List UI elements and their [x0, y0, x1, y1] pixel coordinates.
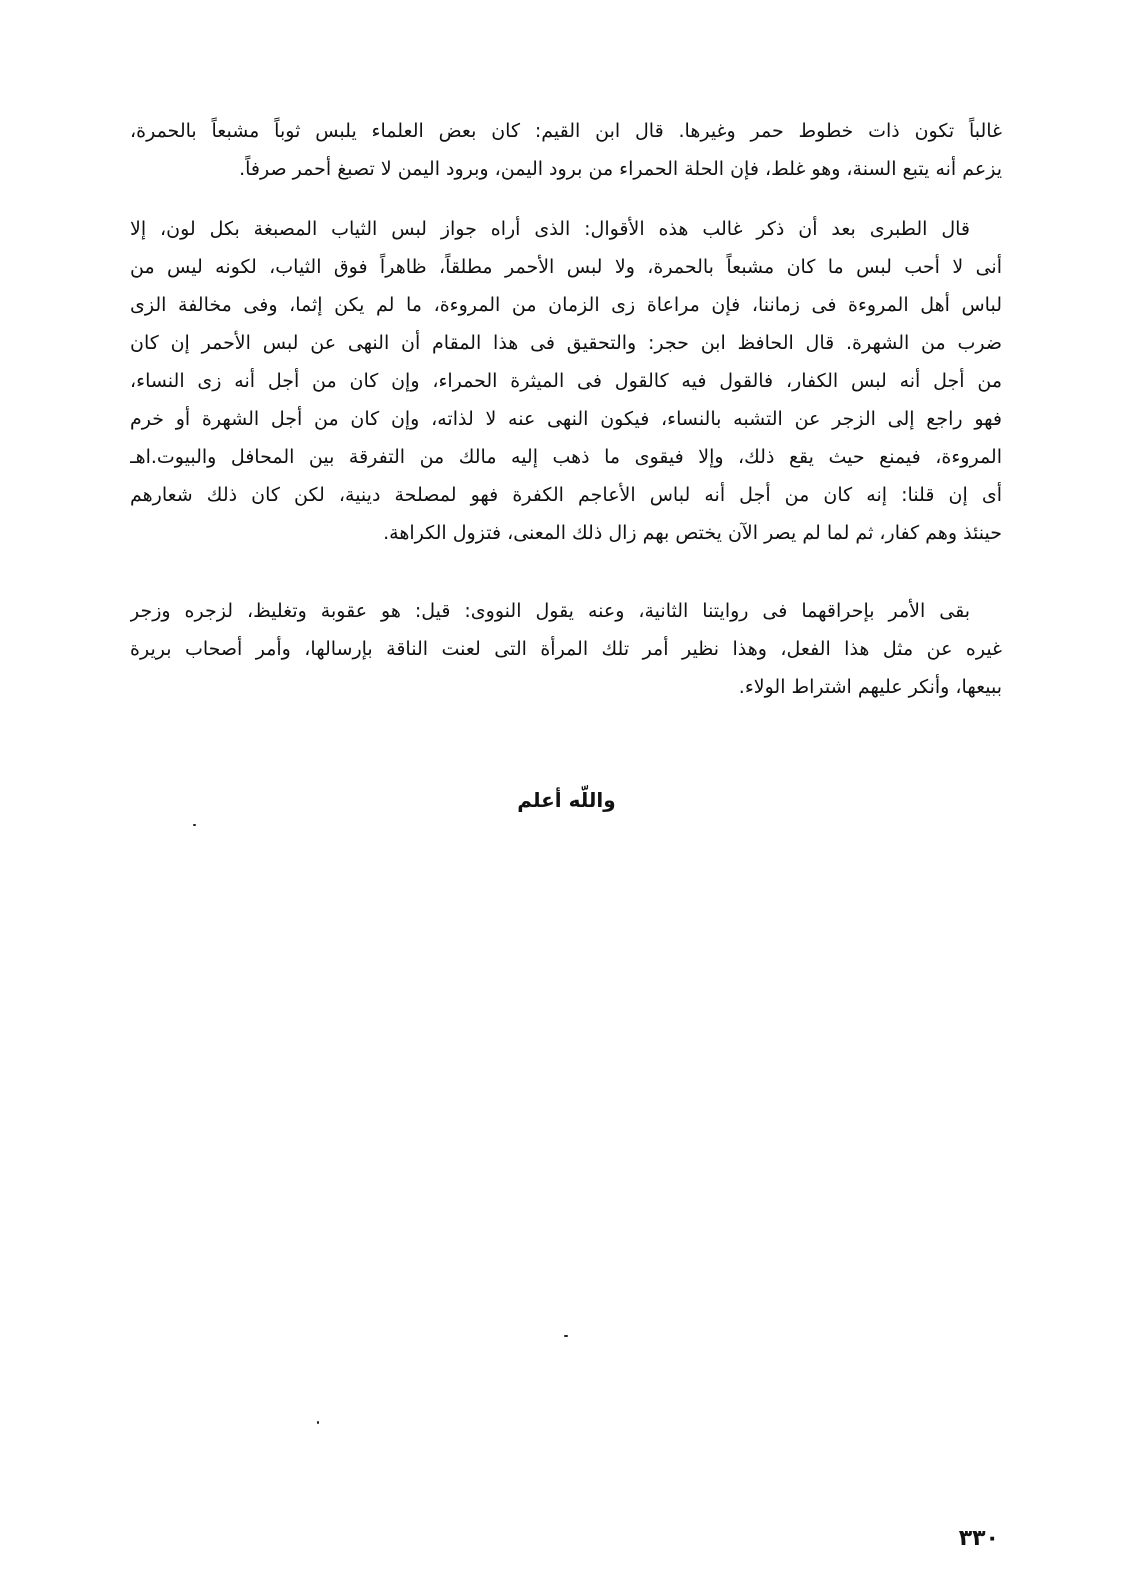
text-line: المروءة، فيمنع حيث يقع ذلك، وإلا فيقوى ما ذهب إليه مالك من التفرقة بين المحافل والبيوت.اهـ — [130, 446, 1002, 468]
paragraph-3 — [130, 592, 1002, 706]
text-line: أنى لا أحب لبس ما كان مشبعاً بالحمرة، ولا لبس الأحمر مطلقاً، ظاهراً فوق الثياب، لكونه ليس من — [130, 256, 1002, 278]
text-line: غالباً تكون ذات خطوط حمر وغيرها. قال ابن القيم: كان بعض العلماء يلبس ثوباً مشبعاً بالحمرة، — [130, 120, 1002, 142]
text-line: فهو راجع إلى الزجر عن التشبه بالنساء، فيكون النهى عنه لا لذاته، وإن كان من أجل الشهرة أو خرم — [130, 408, 1002, 430]
page-number: ٣٣٠ — [958, 1526, 999, 1551]
scan-speck — [193, 824, 196, 826]
paragraph-1 — [130, 112, 1002, 188]
text-line: غيره عن مثل هذا الفعل، وهذا نظير أمر تلك المرأة التى لعنت الناقة بإرسالها، وأمر أصحاب بريرة — [130, 638, 1002, 660]
text-line: يزعم أنه يتبع السنة، وهو غلط، فإن الحلة الحمراء من برود اليمن، وبرود اليمن لا تصبغ أحمر صرفاً. — [239, 158, 1002, 180]
text-line: بقى الأمر بإحراقهما فى روايتنا الثانية، وعنه يقول النووى: قيل: هو عقوبة وتغليظ، لزجره وزجر — [130, 600, 970, 622]
text-line: من أجل أنه لبس الكفار، فالقول فيه كالقول فى الميثرة الحمراء، وإن كان من أجل أنه زى النساء، — [130, 370, 1002, 392]
text-line: ضرب من الشهرة. قال الحافظ ابن حجر: والتحقيق فى هذا المقام أن النهى عن لبس الأحمر إن كان — [130, 332, 1002, 354]
text-line: ببيعها، وأنكر عليهم اشتراط الولاء. — [738, 676, 1002, 698]
text-line: أى إن قلنا: إنه كان من أجل أنه لباس الأعاجم الكفرة فهو لمصلحة دينية، لكن كان ذلك شعارهم — [130, 484, 1002, 506]
scan-speck — [564, 1335, 568, 1337]
text-line: حينئذ وهم كفار، ثم لما لم يصر الآن يختص بهم زال ذلك المعنى، فتزول الكراهة. — [383, 522, 1002, 544]
text-line: لباس أهل المروءة فى زماننا، فإن مراعاة زى الزمان من المروءة، ما لم يكن إثما، وفى مخالفة الزى — [130, 294, 1002, 316]
closing-phrase: واللّه أعلم — [517, 788, 616, 812]
paragraph-2 — [130, 210, 1002, 552]
scan-speck — [317, 1421, 319, 1424]
text-line: قال الطبرى بعد أن ذكر غالب هذه الأقوال: الذى أراه جواز لبس الثياب المصبغة بكل لون، إلا — [130, 218, 970, 240]
